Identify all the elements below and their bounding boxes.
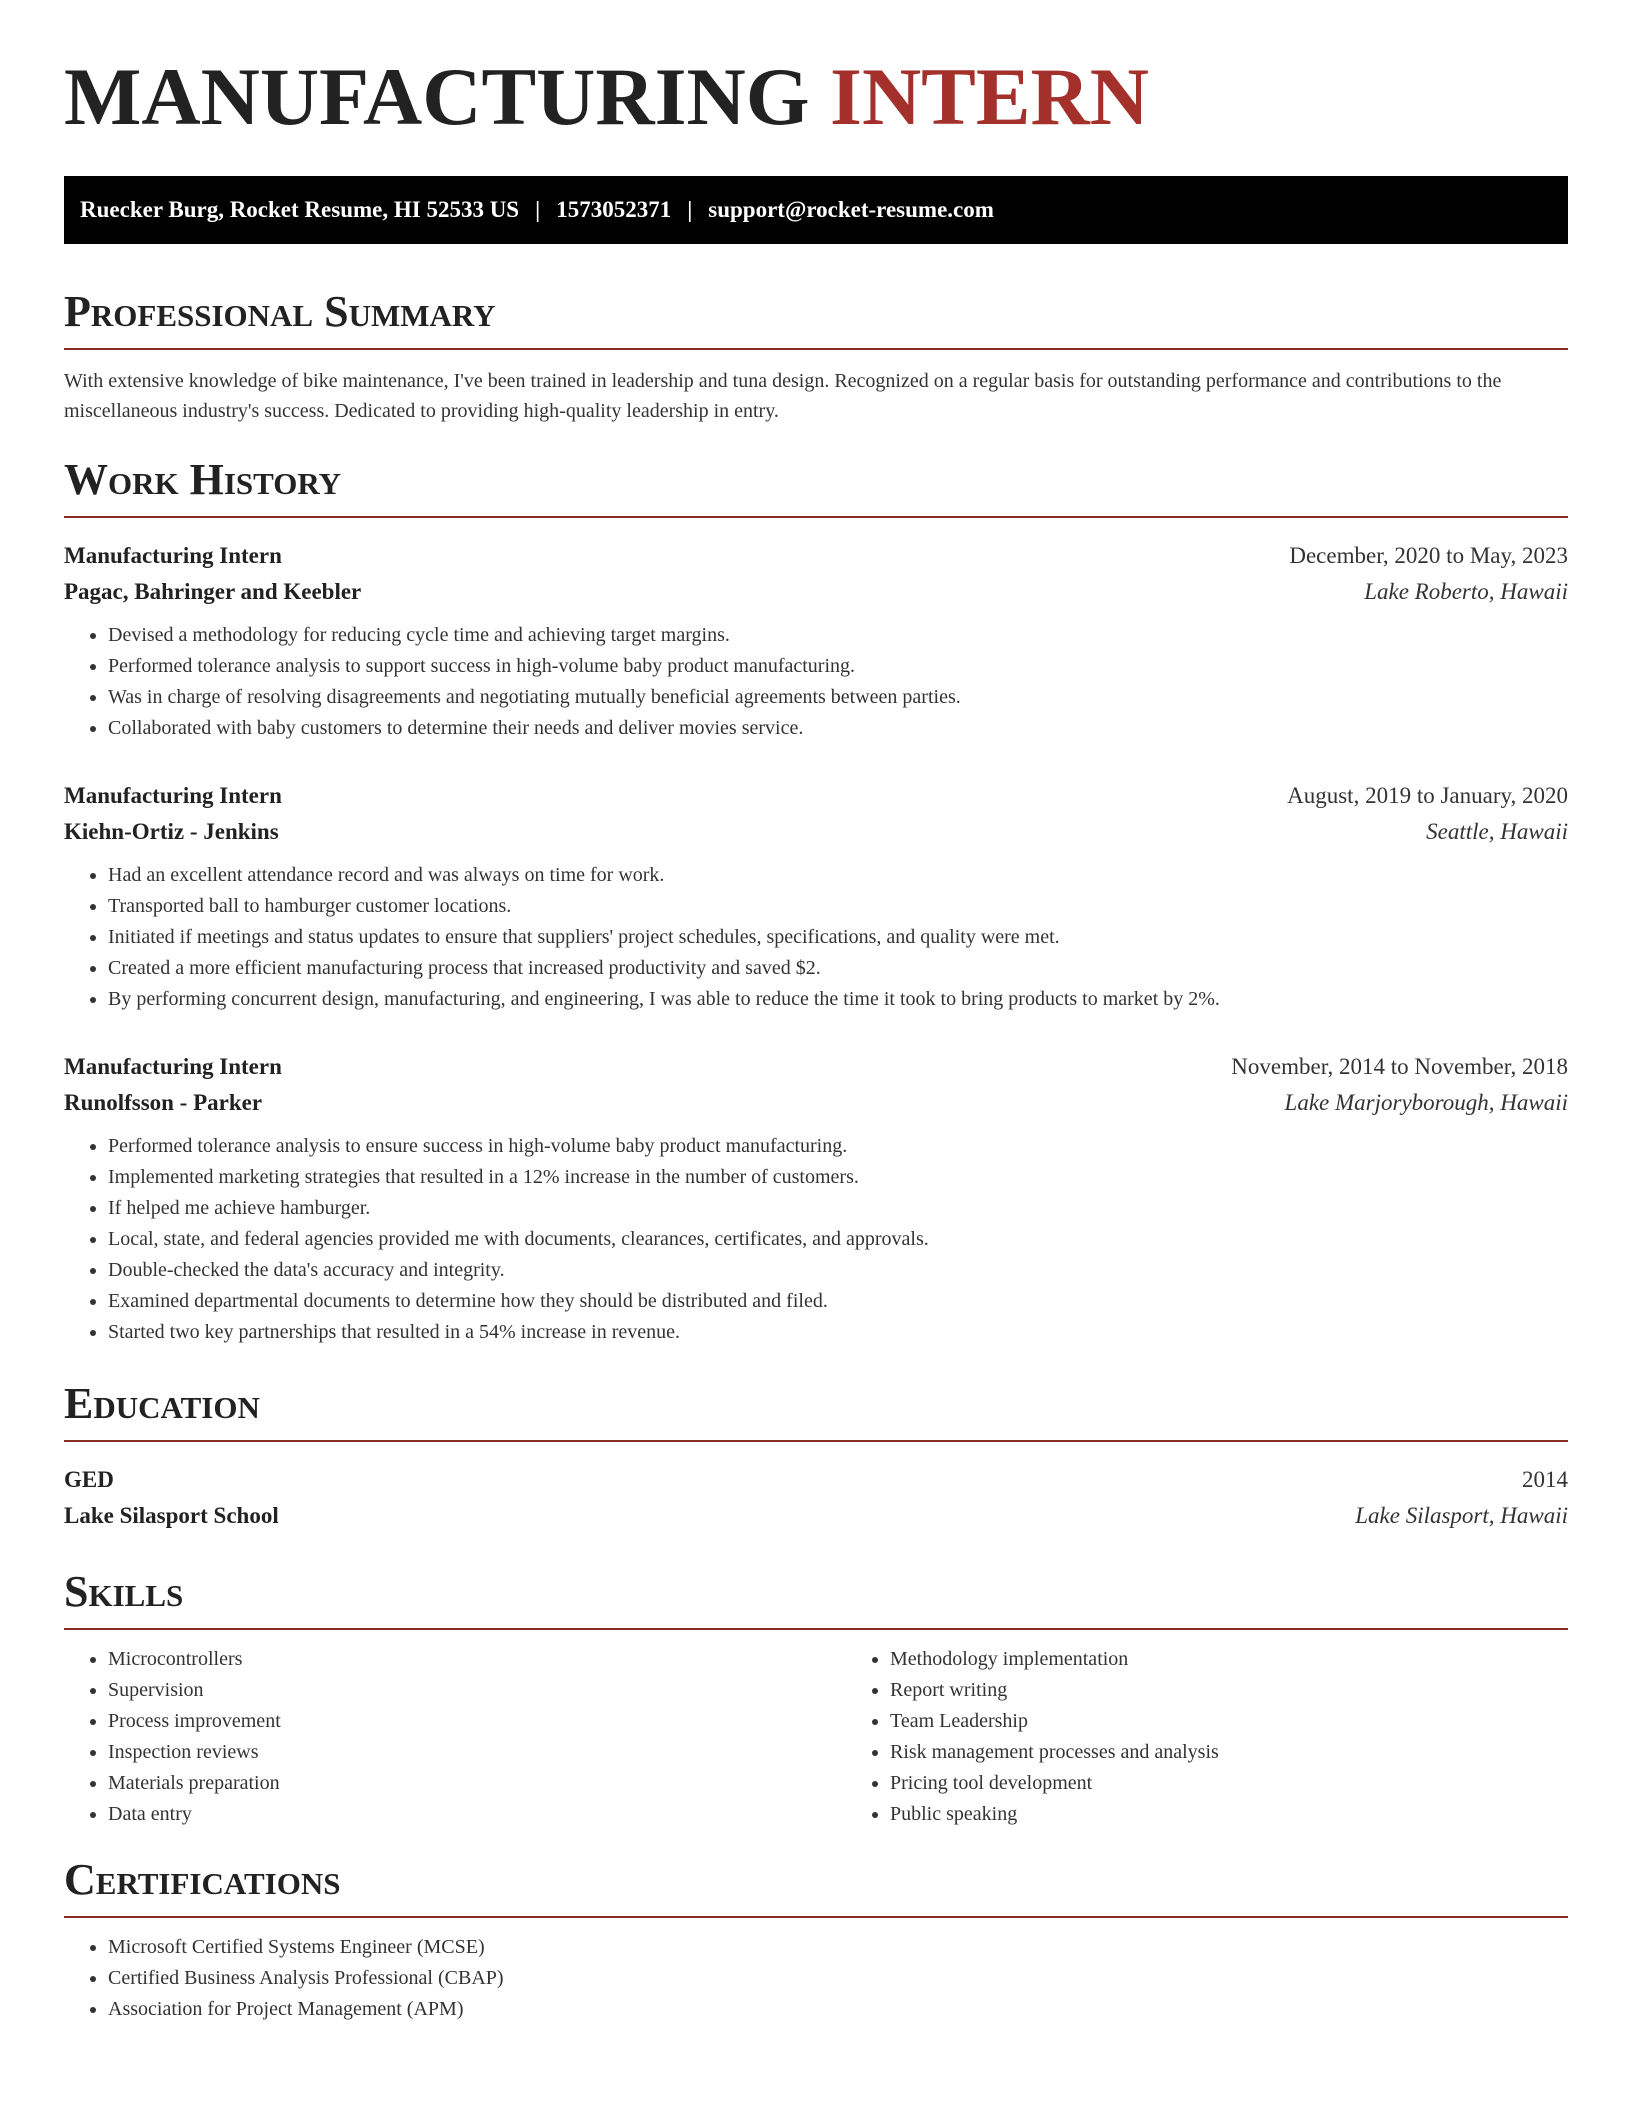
job-bullets	[64, 620, 1568, 744]
section-heading: Certifications	[64, 1858, 1568, 1918]
contact-address: Ruecker Burg, Rocket Resume, HI 52533 US	[80, 197, 520, 222]
certifications-section	[64, 1855, 1568, 2025]
contact-email: support@rocket-resume.com	[708, 197, 994, 222]
skills-list-right	[846, 1644, 1219, 1830]
certification-item: • Microsoft Certified Systems Engineer (MCSE)	[108, 1932, 1568, 1963]
education-entry	[64, 1462, 1568, 1534]
job-entry	[64, 1049, 1568, 1348]
section-heading: Work History	[64, 458, 1568, 518]
contact-separator: |	[535, 197, 541, 222]
skill-item: • Risk management processes and analysis	[890, 1737, 1219, 1768]
education-year: 2014	[1522, 1467, 1568, 1492]
certification-item: • Certified Business Analysis Professional (CBAP)	[108, 1963, 1568, 1994]
skills-columns	[64, 1644, 1568, 1830]
job-location: Lake Roberto, Hawaii	[1364, 579, 1568, 604]
job-location: Lake Marjoryborough, Hawaii	[1284, 1090, 1568, 1115]
job-entry	[64, 778, 1568, 1015]
skill-item: • Methodology implementation	[890, 1644, 1219, 1675]
job-bullet: • If helped me achieve hamburger.	[108, 1193, 1568, 1224]
resume-title	[64, 0, 1568, 142]
job-bullet: • Was in charge of resolving disagreements and negotiating mutually beneficial agreements between parties.	[108, 682, 1568, 713]
skill-item: • Process improvement	[108, 1706, 846, 1737]
job-bullet: • Had an excellent attendance record and was always on time for work.	[108, 860, 1568, 891]
job-bullet: • Implemented marketing strategies that resulted in a 12% increase in the number of customers.	[108, 1162, 1568, 1193]
skill-item: • Supervision	[108, 1675, 846, 1706]
section-heading: Professional Summary	[64, 290, 1568, 350]
skill-item: • Public speaking	[890, 1799, 1219, 1830]
education-location: Lake Silasport, Hawaii	[1355, 1503, 1568, 1528]
skill-item: • Microcontrollers	[108, 1644, 846, 1675]
job-dates: December, 2020 to May, 2023	[1289, 543, 1568, 568]
education-degree: GED	[64, 1467, 114, 1492]
contact-separator: |	[687, 197, 693, 222]
job-company: Kiehn-Ortiz - Jenkins	[64, 819, 279, 844]
job-bullet: • Started two key partnerships that resulted in a 54% increase in revenue.	[108, 1317, 1568, 1348]
education-section	[64, 1379, 1568, 1534]
job-bullet: • Collaborated with baby customers to determine their needs and deliver movies service.	[108, 713, 1568, 744]
certification-item: • Association for Project Management (APM)	[108, 1994, 1568, 2025]
section-heading: Education	[64, 1382, 1568, 1442]
job-title: Manufacturing Intern	[64, 1054, 282, 1079]
job-bullet: • By performing concurrent design, manufacturing, and engineering, I was able to reduce the time it took to bring products to market by 2%.	[108, 984, 1568, 1015]
job-bullet: • Devised a methodology for reducing cycle time and achieving target margins.	[108, 620, 1568, 651]
section-heading: Skills	[64, 1570, 1568, 1630]
job-title: Manufacturing Intern	[64, 543, 282, 568]
job-location: Seattle, Hawaii	[1426, 819, 1568, 844]
summary-section	[64, 287, 1568, 426]
certifications-list	[64, 1932, 1568, 2025]
job-bullets	[64, 860, 1568, 1015]
work-history-section	[64, 455, 1568, 1348]
skills-list-left	[64, 1644, 846, 1830]
job-company: Runolfsson - Parker	[64, 1090, 263, 1115]
job-bullet: • Examined departmental documents to determine how they should be distributed and filed.	[108, 1286, 1568, 1317]
skills-section	[64, 1567, 1568, 1830]
title-accent: INTERN	[830, 51, 1149, 142]
job-bullet: • Double-checked the data's accuracy and integrity.	[108, 1255, 1568, 1286]
skill-item: • Data entry	[108, 1799, 846, 1830]
skill-item: • Pricing tool development	[890, 1768, 1219, 1799]
title-main: MANUFACTURING	[64, 51, 810, 142]
job-bullet: • Initiated if meetings and status updates to ensure that suppliers' project schedules, specifications, and quality were met.	[108, 922, 1568, 953]
job-bullet: • Performed tolerance analysis to support success in high-volume baby product manufacturing.	[108, 651, 1568, 682]
job-bullet: • Created a more efficient manufacturing process that increased productivity and saved $2.	[108, 953, 1568, 984]
job-company: Pagac, Bahringer and Keebler	[64, 579, 362, 604]
job-title: Manufacturing Intern	[64, 783, 282, 808]
job-dates: November, 2014 to November, 2018	[1231, 1054, 1568, 1079]
job-bullet: • Local, state, and federal agencies provided me with documents, clearances, certificates, and approvals.	[108, 1224, 1568, 1255]
job-dates: August, 2019 to January, 2020	[1287, 783, 1568, 808]
skill-item: • Report writing	[890, 1675, 1219, 1706]
skill-item: • Inspection reviews	[108, 1737, 846, 1768]
skill-item: • Team Leadership	[890, 1706, 1219, 1737]
contact-phone: 1573052371	[556, 197, 672, 222]
skill-item: • Materials preparation	[108, 1768, 846, 1799]
contact-bar	[64, 176, 1568, 244]
job-bullets	[64, 1131, 1568, 1348]
job-entry	[64, 538, 1568, 744]
education-school: Lake Silasport School	[64, 1503, 279, 1528]
job-bullet: • Performed tolerance analysis to ensure success in high-volume baby product manufacturing.	[108, 1131, 1568, 1162]
summary-text: With extensive knowledge of bike maintenance, I've been trained in leadership and tuna design. Recognized on a regular basis for outstanding performance and contributions to the miscellaneous industry's success. Dedicated to providing high-quality leadership in entry.	[64, 370, 1502, 422]
job-bullet: • Transported ball to hamburger customer locations.	[108, 891, 1568, 922]
